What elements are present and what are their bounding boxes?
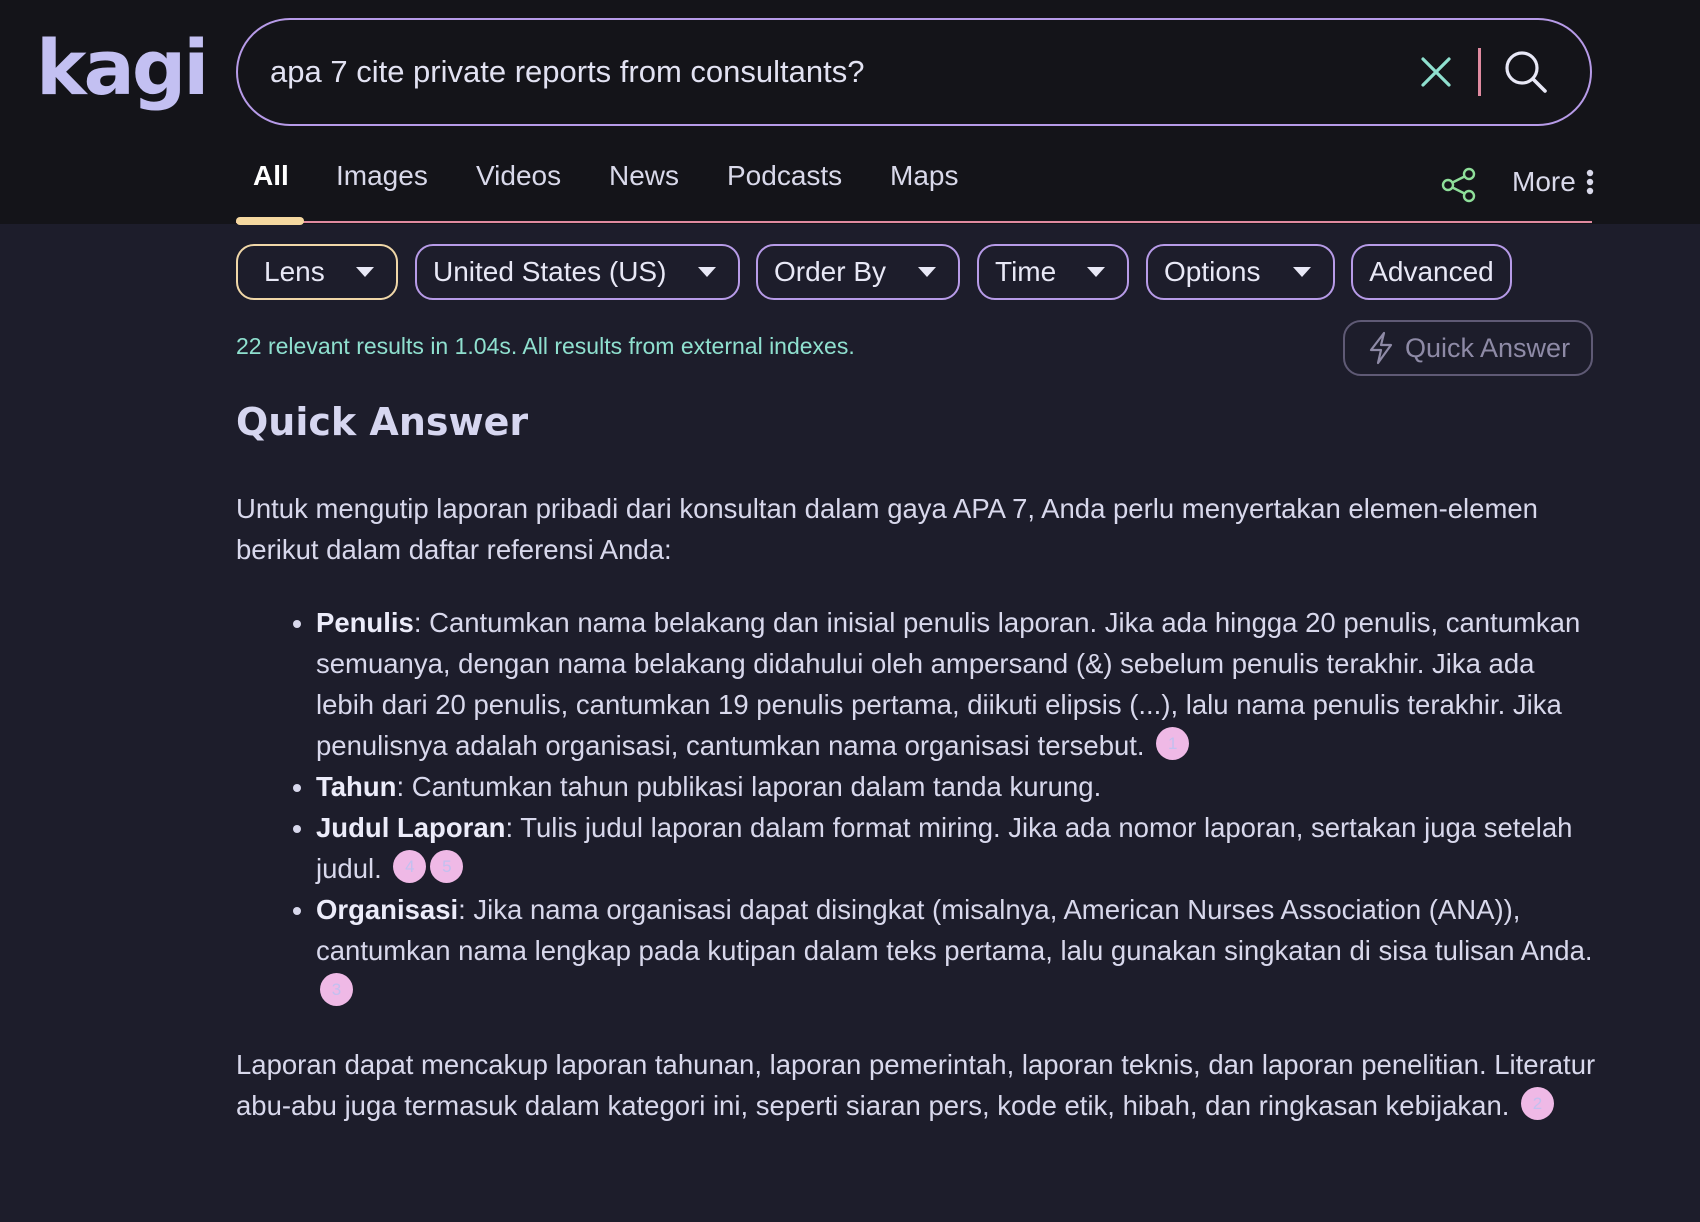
filter-order-by[interactable]: [756, 244, 960, 300]
answer-outro: [236, 1044, 1600, 1126]
list-item-text: : Tulis judul laporan dalam format miring. Jika ada nomor laporan, sertakan juga setelah judul.: [316, 812, 1573, 884]
citation-badge[interactable]: 4: [393, 850, 426, 883]
kagi-logo[interactable]: kagi: [36, 23, 207, 112]
tab-all[interactable]: All: [253, 160, 289, 191]
more-label: More: [1512, 166, 1576, 197]
tab-news[interactable]: News: [609, 160, 680, 191]
filter-advanced-label: Advanced: [1369, 256, 1494, 287]
caret-down-icon: [1087, 267, 1105, 277]
share-icon: [1440, 166, 1478, 204]
list-item-term: Judul Laporan: [316, 812, 506, 843]
list-item: [316, 766, 1600, 807]
caret-down-icon: [918, 267, 936, 277]
list-item-text: : Jika nama organisasi dapat disingkat (misalnya, American Nurses Association (ANA)), cantumkan nama lengkap pada kutipan dalam teks pertama, lalu gunakan singkatan di sisa tulisan Anda.: [316, 894, 1593, 966]
quick-answer-body: [236, 488, 1600, 1126]
lightning-icon: [1367, 331, 1395, 365]
quick-answer-button-label: Quick Answer: [1405, 332, 1571, 363]
tab-podcasts[interactable]: Podcasts: [727, 160, 843, 191]
filter-order-by-label: Order By: [774, 256, 887, 287]
search-input[interactable]: apa 7 cite private reports from consultants?: [270, 54, 865, 89]
filter-options[interactable]: [1146, 244, 1335, 300]
answer-outro-text: Laporan dapat mencakup laporan tahunan, laporan pemerintah, laporan teknis, dan laporan penelitian. Literatur abu-abu juga termasuk dalam kategori ini, seperti siaran pers, kode etik, hibah, dan ringkasan kebijakan.: [236, 1049, 1596, 1121]
tab-videos[interactable]: Videos: [476, 160, 562, 191]
filter-lens-label: Lens: [264, 256, 325, 287]
filter-time-label: Time: [995, 256, 1057, 287]
citation-badge[interactable]: 5: [430, 850, 463, 883]
filter-region[interactable]: [415, 244, 740, 300]
filter-time[interactable]: [977, 244, 1129, 300]
list-item-term: Penulis: [316, 607, 414, 638]
list-item: [316, 807, 1600, 889]
list-item: [316, 602, 1600, 766]
answer-list: [236, 602, 1600, 1012]
active-tab-indicator: [236, 217, 304, 225]
more-menu-button[interactable]: [1512, 166, 1594, 198]
tab-maps[interactable]: Maps: [890, 160, 959, 191]
list-item: [316, 889, 1600, 1012]
search-divider: [1478, 48, 1481, 96]
answer-intro: Untuk mengutip laporan pribadi dari konsultan dalam gaya APA 7, Anda perlu menyertakan elemen-elemen berikut dalam daftar referensi Anda:: [236, 493, 1538, 565]
quick-answer-button[interactable]: [1343, 320, 1593, 376]
filter-region-label: United States (US): [433, 256, 667, 287]
list-item-term: Tahun: [316, 771, 397, 802]
search-icon: [1502, 48, 1550, 96]
citation-badge[interactable]: 2: [1521, 1087, 1554, 1120]
filter-advanced[interactable]: [1351, 244, 1512, 300]
list-item-text: : Cantumkan nama belakang dan inisial penulis laporan. Jika ada hingga 20 penulis, cantumkan semuanya, dengan nama belakang didahului oleh ampersand (&) sebelum penulis terakhir. Jika ada lebih dari 20 penulis, cantumkan 19 penulis pertama, diikuti elipsis (...), lalu nama penulis terakhir. Jika penulisnya adalah organisasi, cantumkan nama organisasi tersebut.: [316, 607, 1581, 761]
caret-down-icon: [1293, 267, 1311, 277]
citation-badge[interactable]: 3: [320, 973, 353, 1006]
vertical-dots-icon: [1586, 168, 1594, 196]
tabs-underline: [236, 221, 1592, 223]
share-button[interactable]: [1440, 166, 1478, 204]
citation-badge[interactable]: 1: [1156, 727, 1189, 760]
results-summary: 22 relevant results in 1.04s. All results from external indexes.: [236, 333, 855, 359]
list-item-term: Organisasi: [316, 894, 459, 925]
filter-lens[interactable]: [236, 244, 398, 300]
search-box[interactable]: [236, 18, 1592, 126]
search-button[interactable]: [1502, 48, 1550, 96]
caret-down-icon: [698, 267, 716, 277]
filter-options-label: Options: [1164, 256, 1261, 287]
tab-images[interactable]: Images: [336, 160, 428, 191]
clear-search-button[interactable]: [1418, 54, 1454, 90]
list-item-text: : Cantumkan tahun publikasi laporan dalam tanda kurung.: [396, 771, 1102, 802]
top-header: [0, 0, 1700, 224]
close-icon: [1418, 54, 1454, 90]
quick-answer-heading: Quick Answer: [236, 400, 529, 444]
caret-down-icon: [356, 267, 374, 277]
